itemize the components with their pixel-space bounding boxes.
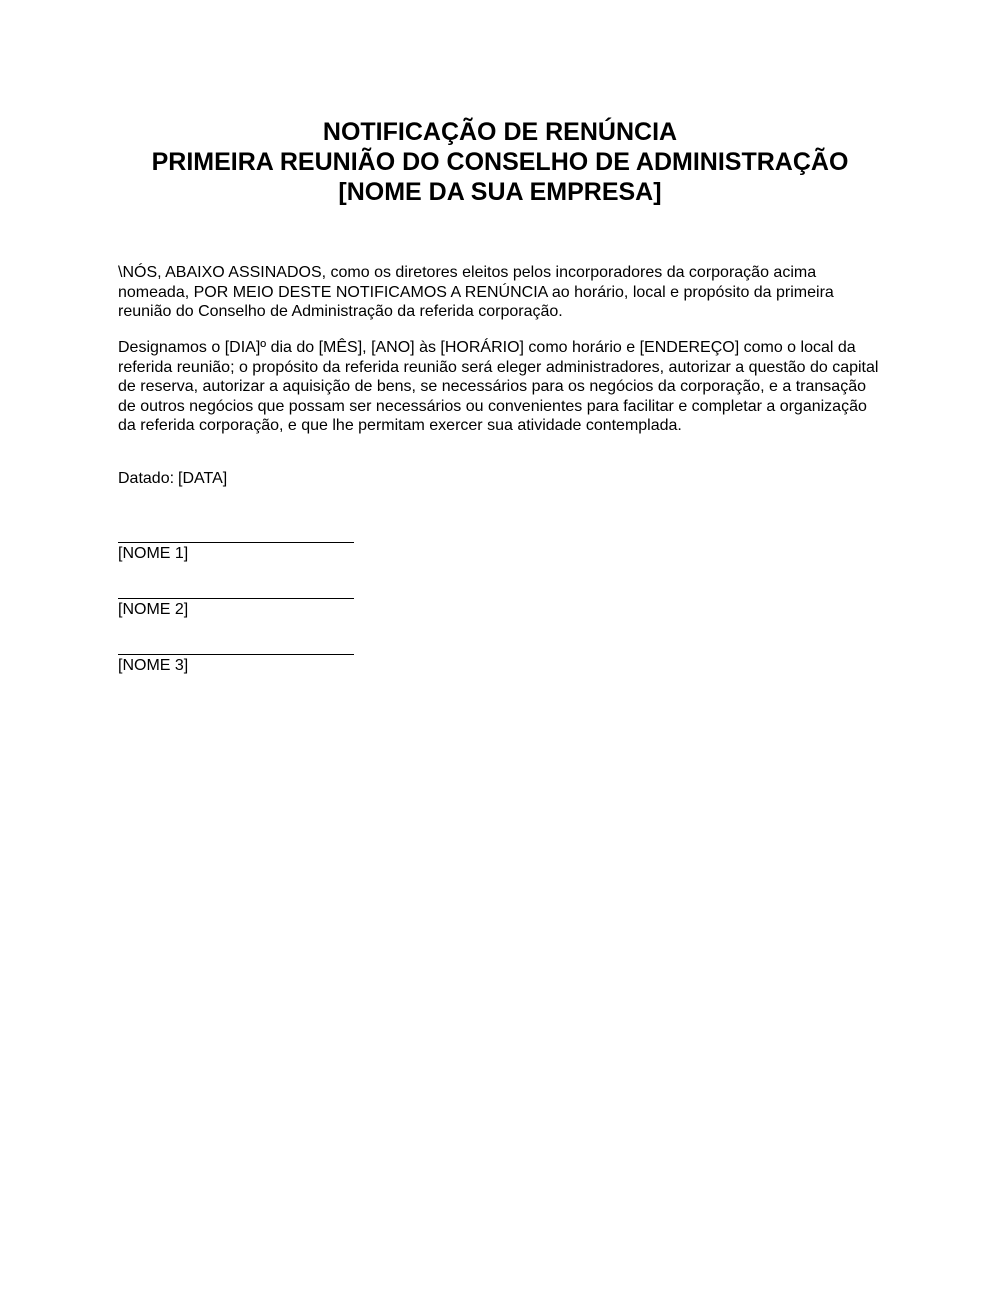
title-line-meeting: PRIMEIRA REUNIÃO DO CONSELHO DE ADMINISTRAÇÃO <box>151 148 849 176</box>
signature-line <box>118 598 354 599</box>
signature-block-1 <box>118 542 354 564</box>
signature-line <box>118 654 354 655</box>
dated-value: [DATA] <box>178 470 228 487</box>
title-line-company: [NOME DA SUA EMPRESA] <box>338 178 662 206</box>
title-line-notice: NOTIFICAÇÃO DE RENÚNCIA <box>322 118 678 146</box>
signatory-name: [NOME 3] <box>118 657 189 674</box>
paragraph-meeting-details: Designamos o [DIA]º dia do [MÊS], [ANO] às [HORÁRIO] como horário e [ENDEREÇO] como o local da referida reunião; o propósito da referida reunião será eleger administradores, autorizar a questão do capital de reserva, autorizar a aquisição de bens, se necessários para os negócios da corporação, e a transação de outros negócios que possam ser necessários ou convenientes para facilitar e completar a organização da referida corporação, e que lhe permitam exercer sua atividade contemplada. <box>118 339 879 435</box>
dated-label: Datado: <box>118 470 175 487</box>
document-title <box>0 117 1000 207</box>
signatory-name: [NOME 1] <box>118 545 189 562</box>
dated-line <box>118 469 227 489</box>
signature-block-3 <box>118 654 354 676</box>
signatory-name: [NOME 2] <box>118 601 189 618</box>
signature-line <box>118 542 354 543</box>
paragraph-waiver-statement: \NÓS, ABAIXO ASSINADOS, como os diretores eleitos pelos incorporadores da corporação acima nomeada, POR MEIO DESTE NOTIFICAMOS A RENÚNCIA ao horário, local e propósito da primeira reunião do Conselho de Administração da referida corporação. <box>118 264 834 321</box>
signature-block-2 <box>118 598 354 620</box>
